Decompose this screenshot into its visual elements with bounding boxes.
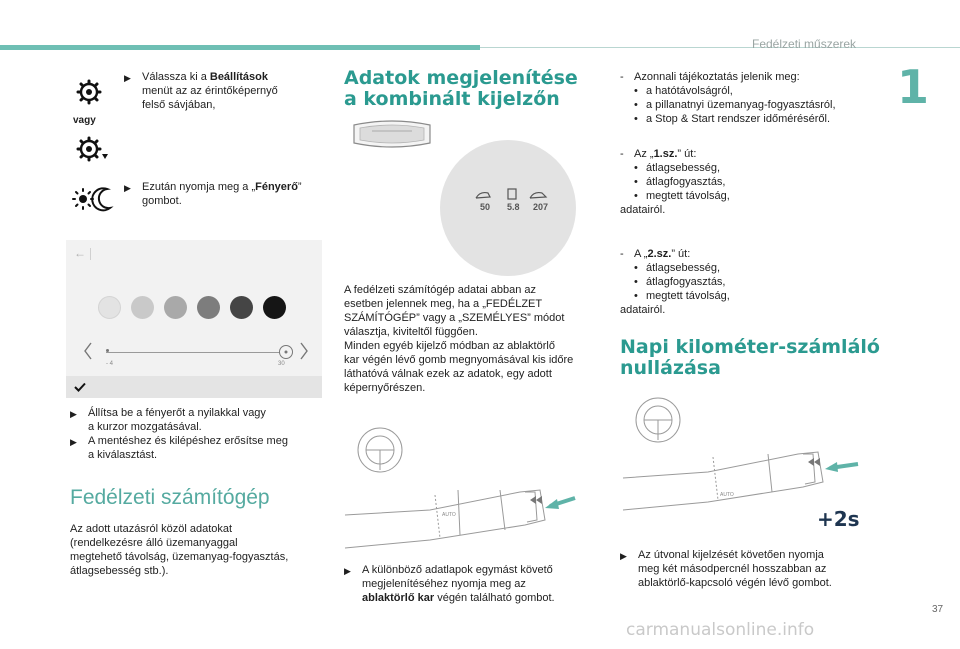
trip2-sub-3: megtett távolság, <box>646 290 730 302</box>
slider-min-label: - 4 <box>106 361 114 367</box>
brightness-swatch-5[interactable] <box>230 296 253 319</box>
trip1-tail: adatairól. <box>620 204 666 216</box>
brightness-instructions: ▶ Állítsa be a fényerőt a nyilakkal vagy a kurzor mozgatásával. ▶ A mentéshez és kilépéshez erősítse meg a kiválasztást. <box>70 407 288 461</box>
step-select-settings-prefix: Válassza ki a <box>142 71 210 83</box>
desc-line-6: kar végén lévő gomb megnyomásával kis időre <box>344 354 574 366</box>
cycle-line-1: A különböző adatlapok egymást követő <box>362 564 553 576</box>
display-heading <box>344 68 578 110</box>
page-number: 37 <box>932 604 944 615</box>
svg-text:AUTO: AUTO <box>720 492 734 498</box>
trip1-name: 1.sz. <box>653 148 678 160</box>
desc-line-3: SZÁMÍTÓGÉP” vagy a „SZEMÉLYES” módot <box>344 312 565 324</box>
watermark: carmanualsonline.info <box>626 620 815 640</box>
step-press-brightness-prefix: Ezután nyomja meg a „ <box>142 181 256 193</box>
decrease-arrow-icon[interactable] <box>84 342 92 360</box>
or-label: vagy <box>73 115 96 126</box>
display-heading-line2: a kombinált kijelzőn <box>344 88 560 110</box>
reset-heading-line1: Napi kilométer-számláló <box>620 336 880 358</box>
instruction-1-line1: Állítsa be a fényerőt a nyilakkal vagy <box>88 407 266 419</box>
back-arrow-icon[interactable]: ← <box>74 246 86 260</box>
instant-sub-3: a Stop & Start rendszer időméréséről. <box>646 113 831 125</box>
brightness-settings-panel <box>66 240 322 398</box>
increase-arrow-icon[interactable] <box>300 342 308 360</box>
step-select-settings-line3: felső sávjában, <box>142 99 216 111</box>
display-heading-line1: Adatok megjelenítése <box>344 67 578 89</box>
brightness-swatch-4[interactable] <box>197 296 220 319</box>
trip-computer-intro <box>70 522 330 578</box>
check-icon[interactable] <box>74 382 86 392</box>
reset-line-1: Az útvonal kijelzését követően nyomja <box>638 549 824 561</box>
step-select-settings: ▶ Válassza ki a Beállítások menüt az az érintőképernyő felső sávjában, <box>124 71 278 111</box>
header-rule <box>480 47 960 48</box>
trip2-sub-1: átlagsebesség, <box>646 262 720 274</box>
instruction-2-line1: A mentéshez és kilépéshez erősítse meg <box>88 435 288 447</box>
header-accent-bar <box>0 45 480 50</box>
step-cycle-pages: ▶ A különböző adatlapok egymást követő megjelenítéséhez nyomja meg az ablaktörlő kar végén található gombot. <box>344 564 555 604</box>
trip2-suffix: ” út: <box>671 248 691 260</box>
intro-line-4: átlagsebesség stb.). <box>70 565 169 577</box>
brightness-swatch-1[interactable] <box>98 296 121 319</box>
step-select-settings-line2: menüt az az érintőképernyő <box>142 85 278 97</box>
brightness-swatch-6[interactable] <box>263 296 286 319</box>
brightness-icon <box>72 186 114 212</box>
desc-line-4: választja, kiviteltől függően. <box>344 326 478 338</box>
trip2-name: 2.sz. <box>647 248 672 260</box>
settings-gear-dropdown-icon <box>76 136 110 162</box>
step-press-brightness-suffix: ” <box>297 181 302 193</box>
reset-line-3: ablaktörlő-kapcsoló végén lévő gombot. <box>638 577 832 589</box>
instant-lead: Azonnali tájékoztatás jelenik meg: <box>634 71 800 83</box>
desc-line-7: láthatóvá válnak ezek az adatok, egy adott <box>344 368 552 380</box>
trip1-sub-3: megtett távolság, <box>646 190 730 202</box>
range-car-icon <box>476 193 490 198</box>
reset-heading <box>620 337 880 379</box>
brightness-swatch-3[interactable] <box>164 296 187 319</box>
info-trip-2: - A „2.sz.” út: • átlagsebesség, • átlagfogyasztás, • megtett távolság, adatairól. <box>620 247 890 317</box>
brightness-level-swatches <box>98 296 286 319</box>
fuel-pump-icon <box>508 189 516 199</box>
settings-gear-icon <box>76 79 102 105</box>
trip1-sub-2: átlagfogyasztás, <box>646 176 726 188</box>
trip1-prefix: Az „ <box>634 148 654 160</box>
desc-line-5: Minden egyéb kijelző módban az ablaktörlő <box>344 340 555 352</box>
display-description <box>344 283 608 395</box>
wiper-stalk-illustration <box>340 420 590 555</box>
desc-line-2: esetben jelennek meg, ha a „FEDÉLZET <box>344 298 543 310</box>
display-value-consumption: 5.8 <box>507 202 520 212</box>
settings-menu-name: Beállítások <box>209 71 268 83</box>
instant-sub-2: a pillanatnyi üzemanyag-fogyasztásról, <box>646 99 836 111</box>
reset-line-2: meg két másodpercnél hosszabban az <box>638 563 827 575</box>
step-press-brightness: ▶ Ezután nyomja meg a „Fényerő” gombot. <box>124 181 302 207</box>
wiper-stalk-name: ablaktörlő kar <box>362 592 435 604</box>
svg-text:AUTO: AUTO <box>442 512 456 518</box>
step-press-brightness-line2: gombot. <box>142 195 182 207</box>
hold-two-seconds-badge: +2s <box>817 507 860 531</box>
step-reset: ▶ Az útvonal kijelzését követően nyomja meg két másodpercnél hosszabban az ablaktörlő-kapcsoló végén lévő gombot. <box>620 549 832 589</box>
info-instant: - Azonnali tájékoztatás jelenik meg: • a hatótávolságról, • a pillanatnyi üzemanyag-fogyasztásról, • a Stop & Start rendszer időméréséről. <box>620 71 836 125</box>
brightness-button-name: Fényerő <box>255 181 298 193</box>
trip2-sub-2: átlagfogyasztás, <box>646 276 726 288</box>
trip-icons <box>474 187 554 203</box>
slider-min-dot <box>106 349 109 352</box>
desc-line-8: képernyőrészen. <box>344 382 426 394</box>
display-value-distance: 207 <box>533 202 549 212</box>
trip2-tail: adatairól. <box>620 304 666 316</box>
slider-cursor[interactable] <box>278 344 294 360</box>
desc-line-1: A fedélzeti számítógép adatai abban az <box>344 284 537 296</box>
intro-line-3: megtehető távolság, üzemanyag-fogyasztás, <box>70 551 289 563</box>
distance-car-icon <box>530 193 546 198</box>
instant-sub-1: a hatótávolságról, <box>646 85 733 97</box>
brightness-slider-track[interactable] <box>106 352 280 353</box>
cycle-line-3: végén található gombot. <box>434 592 555 604</box>
slider-max-label: 30 <box>278 361 285 367</box>
intro-line-1: Az adott utazásról közöl adatokat <box>70 523 233 535</box>
instrument-cluster-thumbnail <box>350 119 434 151</box>
trip-computer-section-title: Fedélzeti számítógép <box>70 486 270 509</box>
panel-footer-bar <box>66 376 322 398</box>
trip1-suffix: ” út: <box>677 148 697 160</box>
brightness-swatch-2[interactable] <box>131 296 154 319</box>
cycle-line-2: megjelenítéséhez nyomja meg az <box>362 578 526 590</box>
trip2-prefix: A „ <box>634 248 648 260</box>
info-trip-1: - Az „1.sz.” út: • átlagsebesség, • átlagfogyasztás, • megtett távolság, adatairól. <box>620 147 890 217</box>
display-value-range: 50 <box>480 202 491 212</box>
intro-line-2: (rendelkezésre álló üzemanyaggal <box>70 537 238 549</box>
chapter-title: Fedélzeti műszerek <box>752 37 857 51</box>
reset-heading-line2: nullázása <box>620 357 721 379</box>
instruction-2-line2: a kiválasztást. <box>88 449 158 461</box>
trip1-sub-1: átlagsebesség, <box>646 162 720 174</box>
chapter-number: 1 <box>897 60 930 114</box>
header-separator <box>90 248 91 260</box>
instruction-1-line2: a kurzor mozgatásával. <box>88 421 202 433</box>
